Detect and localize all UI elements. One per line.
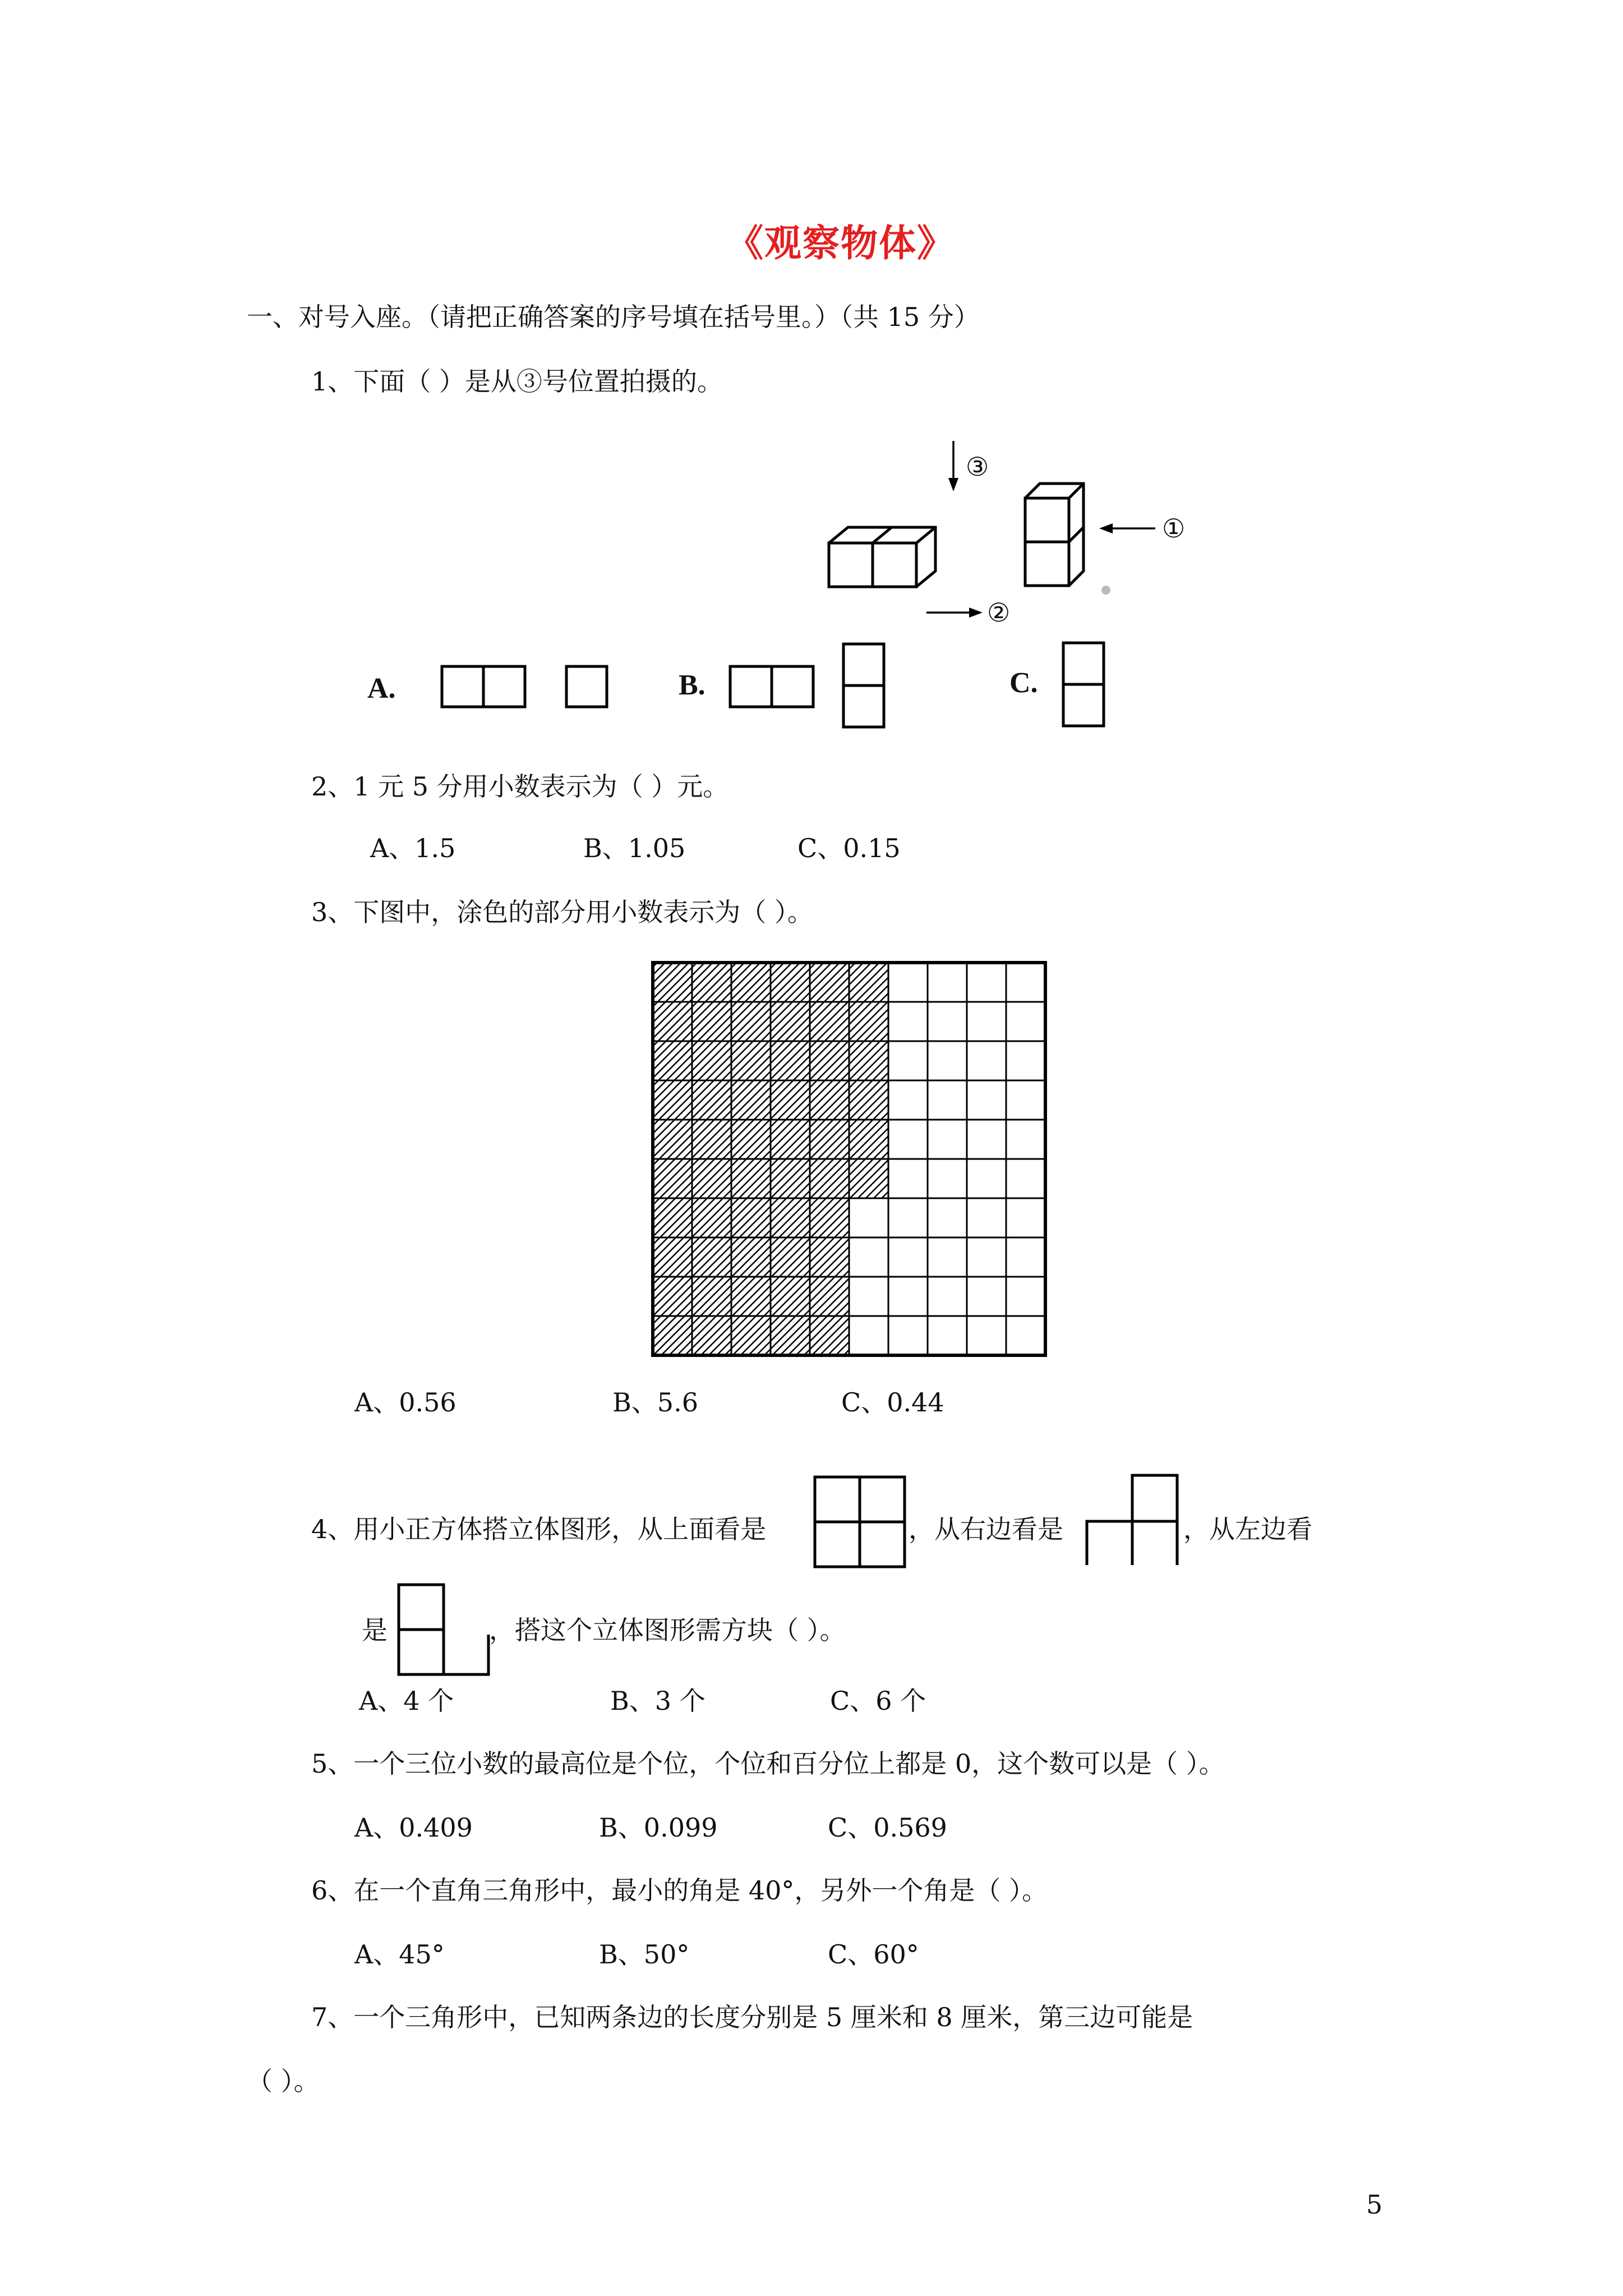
grid-cell: [1006, 1080, 1045, 1120]
grid-cell: [888, 1316, 928, 1355]
q5-option-a: A、0.409: [354, 1812, 473, 1843]
grid-cell: [967, 1080, 1006, 1120]
shaded-cell: [692, 963, 731, 1002]
shaded-cell: [731, 1237, 771, 1277]
hundred-grid: [651, 960, 1054, 1364]
shaded-cell: [810, 1198, 849, 1237]
question-4-part-b: ，从右边看是: [909, 1514, 1063, 1544]
shaded-cell: [653, 1080, 692, 1120]
q4-option-b: B、3 个: [610, 1686, 706, 1716]
shaded-cell: [692, 1002, 731, 1041]
grid-cell: [928, 1120, 967, 1159]
shaded-cell: [653, 963, 692, 1002]
shaded-cell: [810, 1237, 849, 1277]
shaded-cell: [731, 1316, 771, 1355]
grid-cell: [1006, 1159, 1045, 1198]
grid-cell: [967, 1041, 1006, 1080]
shaded-cell: [810, 1080, 849, 1120]
shaded-cell: [692, 1237, 731, 1277]
shaded-cell: [692, 1041, 731, 1080]
shaded-cell: [653, 1198, 692, 1237]
grid-cell: [928, 1237, 967, 1277]
grid-cell: [1006, 1237, 1045, 1277]
stacked-cube-block: [1025, 484, 1083, 586]
grid-cell: [1006, 1041, 1045, 1080]
shaded-cell: [731, 1159, 771, 1198]
shaded-cell: [810, 1316, 849, 1355]
question-4-part-e: ，搭这个立体图形需方块（ ）。: [489, 1615, 846, 1645]
grid-cell: [888, 1277, 928, 1316]
shaded-cell: [849, 1041, 888, 1080]
view-label-2: ②: [987, 597, 1011, 628]
top-view-figure: [813, 1475, 909, 1571]
shaded-cell: [849, 1002, 888, 1041]
q1-option-c-figure: [1063, 643, 1104, 726]
shaded-cell: [771, 1080, 810, 1120]
shaded-cell: [810, 1159, 849, 1198]
shaded-cell: [771, 1002, 810, 1041]
shaded-cell: [692, 1277, 731, 1316]
shaded-cell: [771, 1159, 810, 1198]
q3-option-a: A、0.56: [354, 1387, 457, 1418]
question-4-part-a: 4、用小正方体搭立体图形，从上面看是: [311, 1514, 767, 1544]
shaded-cell: [692, 1316, 731, 1355]
shaded-cell: [731, 1277, 771, 1316]
grid-cell: [1006, 1316, 1045, 1355]
q1-option-a-label: A.: [367, 673, 396, 705]
grid-cell: [967, 1120, 1006, 1159]
shaded-cell: [771, 1120, 810, 1159]
question-7-line-2: （ ）。: [247, 2066, 320, 2096]
shaded-cell: [849, 1120, 888, 1159]
grid-cell: [1006, 1002, 1045, 1041]
q6-option-a: A、45°: [354, 1939, 445, 1970]
right-view-figure: [1085, 1470, 1192, 1565]
q3-option-b: B、5.6: [612, 1387, 698, 1418]
shaded-cell: [771, 1198, 810, 1237]
q1-option-a-figure: [442, 666, 607, 707]
shaded-cell: [731, 1041, 771, 1080]
q2-option-c: C、0.15: [797, 833, 901, 863]
shaded-cell: [771, 963, 810, 1002]
q5-option-c: C、0.569: [828, 1812, 947, 1843]
grid-cell: [928, 1198, 967, 1237]
page-title: 《观察物体》: [726, 221, 955, 265]
shaded-cell: [653, 1120, 692, 1159]
grid-cell: [928, 963, 967, 1002]
q1-option-b-figure: [730, 644, 884, 727]
shaded-cell: [771, 1316, 810, 1355]
grid-cell: [888, 1002, 928, 1041]
question-3: 3、下图中，涂色的部分用小数表示为（ ）。: [311, 897, 813, 927]
question-7-line-1: 7、一个三角形中，已知两条边的长度分别是 5 厘米和 8 厘米，第三边可能是: [311, 2002, 1193, 2032]
grid-cell: [967, 1002, 1006, 1041]
shaded-cell: [692, 1080, 731, 1120]
grid-cell: [967, 963, 1006, 1002]
q5-option-b: B、0.099: [599, 1812, 718, 1843]
q4-option-c: C、6 个: [830, 1686, 926, 1716]
shaded-cell: [653, 1002, 692, 1041]
grid-cell: [1006, 1198, 1045, 1237]
page-number: 5: [1366, 2189, 1383, 2220]
shaded-cell: [771, 1277, 810, 1316]
question-1: 1、下面（ ）是从③号位置拍摄的。: [311, 366, 723, 397]
grid-cell: [967, 1277, 1006, 1316]
grid-cell: [967, 1237, 1006, 1277]
grid-cell: [888, 1198, 928, 1237]
shaded-cell: [653, 1277, 692, 1316]
q4-option-a: A、4 个: [359, 1686, 454, 1716]
shaded-cell: [731, 1080, 771, 1120]
q2-option-b: B、1.05: [583, 833, 686, 863]
shaded-cell: [653, 1316, 692, 1355]
grid-cell: [888, 1159, 928, 1198]
grid-cell: [849, 1198, 888, 1237]
section-heading: 一、对号入座。（请把正确答案的序号填在括号里。）（共 15 分）: [247, 302, 980, 332]
shaded-cell: [810, 1002, 849, 1041]
view-label-3: ③: [966, 452, 989, 482]
shaded-cell: [731, 1198, 771, 1237]
grid-cell: [849, 1237, 888, 1277]
grid-cell: [967, 1159, 1006, 1198]
q1-option-b-label: B.: [679, 669, 706, 701]
grid-cell: [928, 1002, 967, 1041]
shaded-cell: [810, 1277, 849, 1316]
shaded-cell: [810, 1041, 849, 1080]
grid-cell: [849, 1277, 888, 1316]
shaded-cell: [653, 1237, 692, 1277]
q2-option-a: A、1.5: [370, 833, 456, 863]
shaded-cell: [731, 1002, 771, 1041]
grid-cell: [888, 963, 928, 1002]
q1-option-c-label: C.: [1009, 667, 1038, 699]
question-4-part-d: 是: [362, 1615, 388, 1645]
shaded-cell: [771, 1237, 810, 1277]
shaded-cell: [810, 963, 849, 1002]
shaded-cell: [771, 1041, 810, 1080]
grid-cell: [928, 1159, 967, 1198]
grid-cell: [849, 1316, 888, 1355]
q3-option-c: C、0.44: [841, 1387, 944, 1418]
grid-cell: [928, 1041, 967, 1080]
question-6: 6、在一个直角三角形中，最小的角是 40°，另外一个角是（ ）。: [311, 1875, 1048, 1906]
shaded-cell: [653, 1159, 692, 1198]
shaded-cell: [810, 1120, 849, 1159]
shaded-cell: [731, 1120, 771, 1159]
grid-cell: [1006, 1277, 1045, 1316]
question-2: 2、1 元 5 分用小数表示为（ ）元。: [311, 771, 729, 802]
grid-cell: [888, 1080, 928, 1120]
grid-cell: [1006, 963, 1045, 1002]
left-view-figure: [397, 1583, 498, 1678]
shaded-cell: [849, 963, 888, 1002]
grid-cell: [888, 1041, 928, 1080]
grid-cell: [928, 1277, 967, 1316]
two-cube-block: [829, 527, 935, 587]
grid-cell: [928, 1316, 967, 1355]
shaded-cell: [731, 963, 771, 1002]
shaded-cell: [692, 1159, 731, 1198]
view-label-1: ①: [1162, 513, 1186, 544]
q6-option-c: C、60°: [828, 1939, 919, 1970]
grid-cell: [888, 1120, 928, 1159]
q6-option-b: B、50°: [599, 1939, 690, 1970]
shaded-cell: [653, 1041, 692, 1080]
shaded-cell: [849, 1159, 888, 1198]
question-5: 5、一个三位小数的最高位是个位，个位和百分位上都是 0，这个数可以是（ ）。: [311, 1749, 1225, 1779]
shaded-cell: [692, 1198, 731, 1237]
grid-cell: [967, 1316, 1006, 1355]
shaded-cell: [692, 1120, 731, 1159]
question-4-part-c: ，从左边看: [1183, 1514, 1312, 1544]
grid-cell: [967, 1198, 1006, 1237]
grid-cell: [928, 1080, 967, 1120]
grid-cell: [1006, 1120, 1045, 1159]
shaded-cell: [849, 1080, 888, 1120]
grid-cell: [888, 1237, 928, 1277]
